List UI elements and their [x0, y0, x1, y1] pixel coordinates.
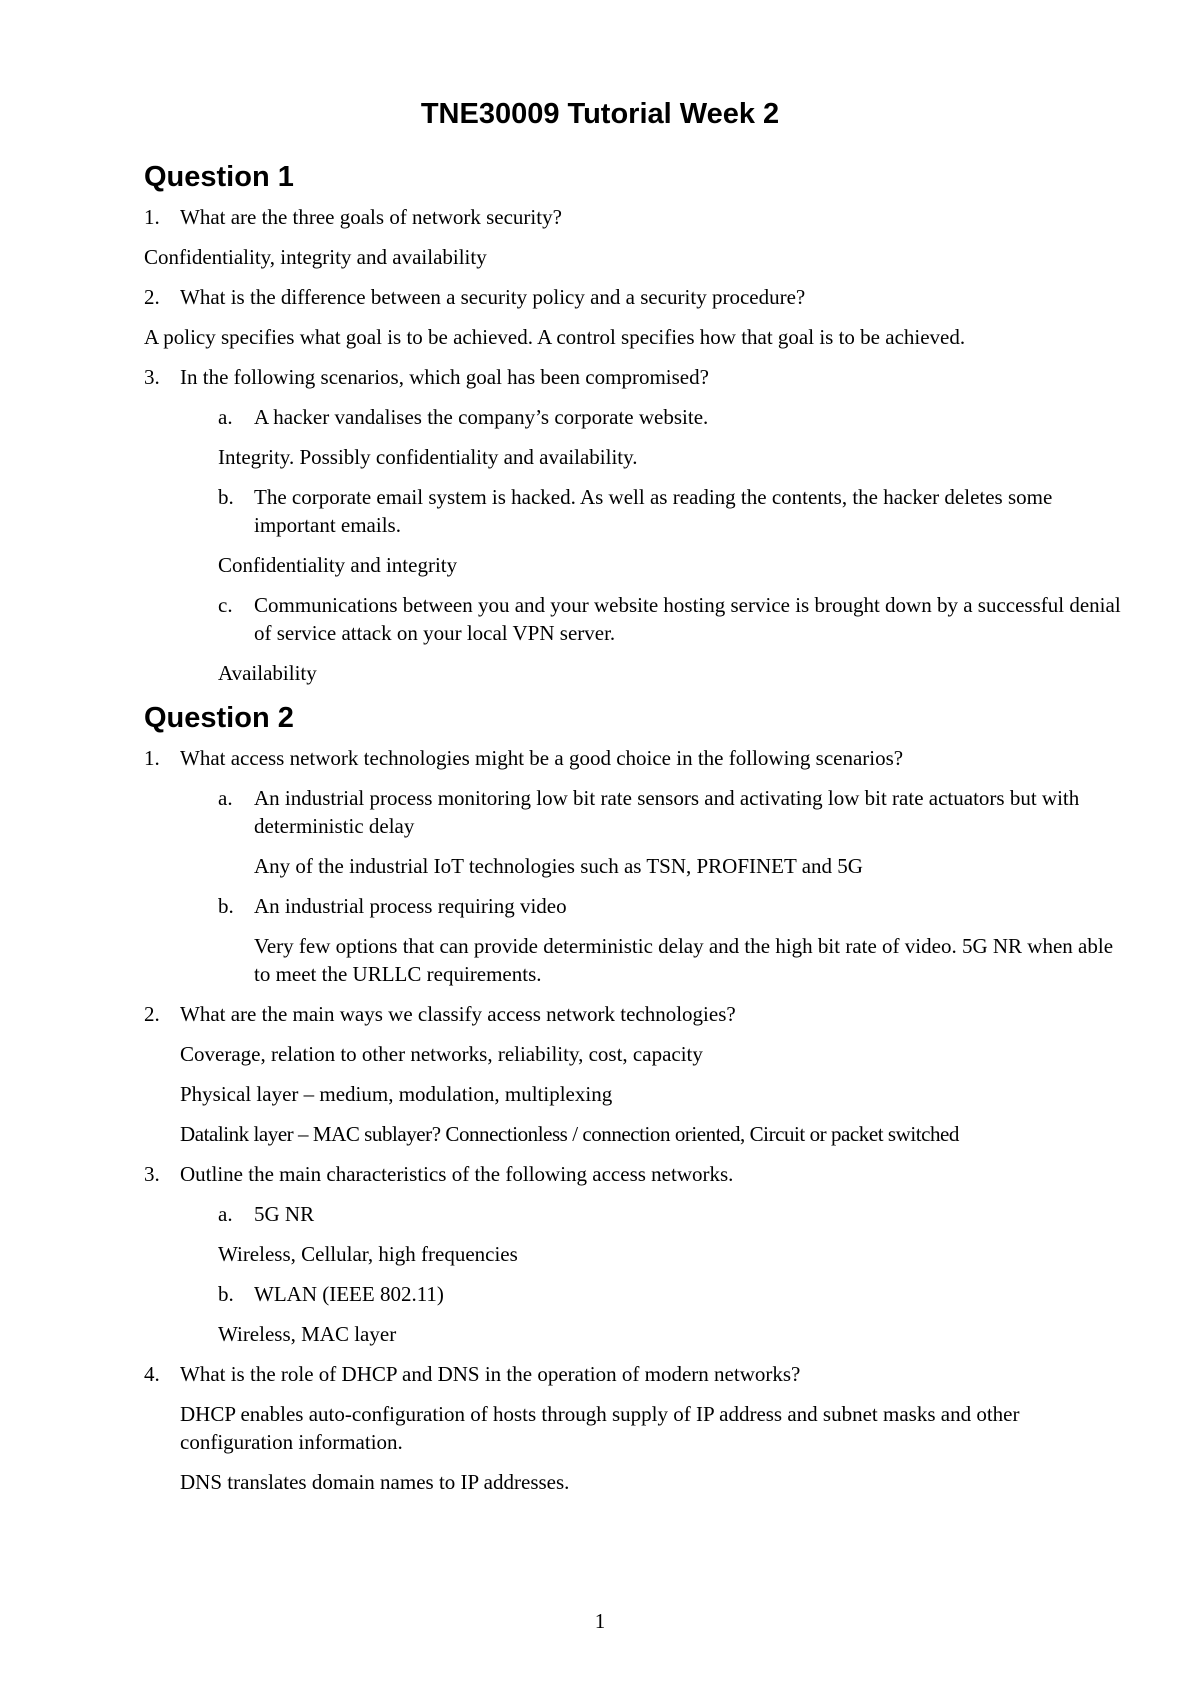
q2-item-3-question: Outline the main characteristics of the following access networks. — [180, 1162, 734, 1186]
q2-item-2-answer-3: Datalink layer – MAC sublayer? Connectionless / connection oriented, Circuit or packet switched — [180, 1122, 959, 1146]
q2-item-3a-letter: a. — [218, 1202, 233, 1226]
q1-item-2-answer: A policy specifies what goal is to be achieved. A control specifies how that goal is to be achieved. — [144, 325, 966, 349]
q2-item-1-question: What access network technologies might be a good choice in the following scenarios? — [180, 746, 904, 770]
document-title: TNE30009 Tutorial Week 2 — [420, 98, 780, 130]
q1-item-1-question: What are the three goals of network security? — [180, 205, 562, 229]
question-2-heading: Question 2 — [144, 702, 294, 734]
question-1-heading: Question 1 — [144, 161, 294, 193]
q1-item-1-number: 1. — [144, 205, 160, 229]
q1-item-3b-letter: b. — [218, 485, 234, 509]
q1-item-3c-text: Communications between you and your website hosting service is brought down by a successful denial of service attack on your local VPN server. — [254, 593, 1121, 645]
q1-item-3c-answer: Availability — [218, 661, 317, 685]
q2-item-2-number: 2. — [144, 1002, 160, 1026]
q2-item-4-number: 4. — [144, 1362, 160, 1386]
q2-item-4-question: What is the role of DHCP and DNS in the operation of modern networks? — [180, 1362, 801, 1386]
q2-item-3b-text: WLAN (IEEE 802.11) — [254, 1282, 444, 1306]
q2-item-1-number: 1. — [144, 746, 160, 770]
q2-item-1a-letter: a. — [218, 786, 233, 810]
q1-item-3a-letter: a. — [218, 405, 233, 429]
q2-item-1a-text: An industrial process monitoring low bit rate sensors and activating low bit rate actuators but with deterministic delay — [254, 786, 1080, 838]
q1-item-3b-text: The corporate email system is hacked. As well as reading the contents, the hacker deletes some important emails. — [254, 485, 1053, 537]
q2-item-3a-text: 5G NR — [254, 1202, 315, 1226]
q1-item-3-number: 3. — [144, 365, 160, 389]
q1-item-1-answer: Confidentiality, integrity and availability — [144, 245, 487, 269]
q1-item-3a-answer: Integrity. Possibly confidentiality and availability. — [218, 445, 638, 469]
q2-item-2-answer-2: Physical layer – medium, modulation, multiplexing — [180, 1082, 613, 1106]
page-number: 1 — [594, 1609, 606, 1633]
q2-item-4-answer-2: DNS translates domain names to IP addresses. — [180, 1470, 570, 1494]
q1-item-3-question: In the following scenarios, which goal has been compromised? — [180, 365, 709, 389]
q1-item-2-number: 2. — [144, 285, 160, 309]
q2-item-3b-letter: b. — [218, 1282, 234, 1306]
q1-item-3b-answer: Confidentiality and integrity — [218, 553, 458, 577]
q2-item-2-question: What are the main ways we classify access network technologies? — [180, 1002, 736, 1026]
q2-item-3b-answer: Wireless, MAC layer — [218, 1322, 397, 1346]
q2-item-1b-answer: Very few options that can provide deterministic delay and the high bit rate of video. 5G NR when able to meet the URLLC requirements. — [254, 934, 1114, 986]
q1-item-3a-text: A hacker vandalises the company’s corporate website. — [254, 405, 709, 429]
q2-item-3a-answer: Wireless, Cellular, high frequencies — [218, 1242, 518, 1266]
q2-item-3-number: 3. — [144, 1162, 160, 1186]
q2-item-1b-letter: b. — [218, 894, 234, 918]
q2-item-1a-answer: Any of the industrial IoT technologies such as TSN, PROFINET and 5G — [254, 854, 863, 878]
q2-item-4-answer-1: DHCP enables auto-configuration of hosts through supply of IP address and subnet masks and other configuration information. — [180, 1402, 1020, 1454]
q2-item-2-answer-1: Coverage, relation to other networks, reliability, cost, capacity — [180, 1042, 703, 1066]
q1-item-3c-letter: c. — [218, 593, 233, 617]
q2-item-1b-text: An industrial process requiring video — [254, 894, 567, 918]
q1-item-2-question: What is the difference between a security policy and a security procedure? — [180, 285, 806, 309]
